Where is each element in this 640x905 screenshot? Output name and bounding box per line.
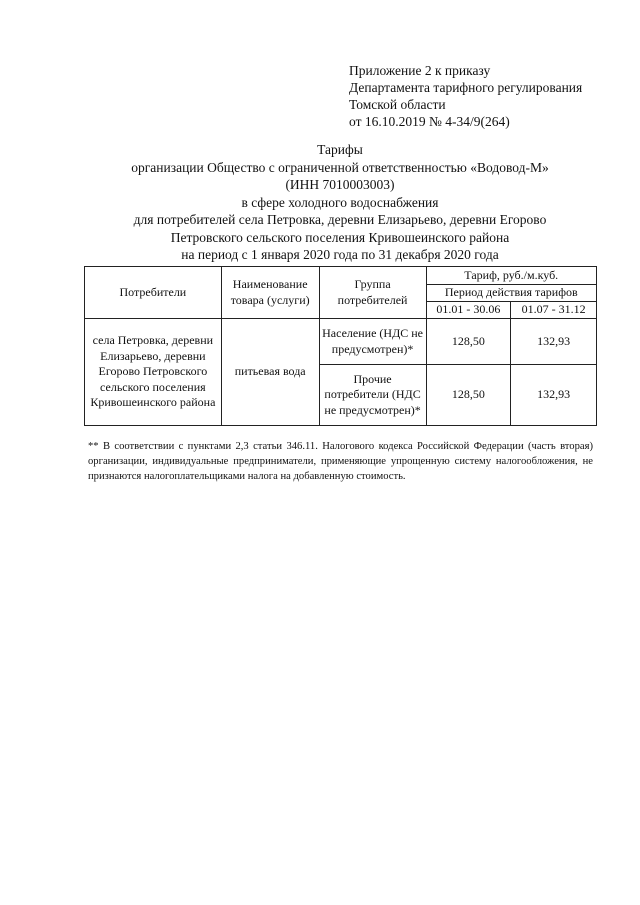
title-line-4: в сфере холодного водоснабжения bbox=[241, 194, 439, 210]
header-product: Наименование товара (услуги) bbox=[221, 267, 319, 319]
header-tariff: Тариф, руб./м.куб. bbox=[426, 267, 597, 285]
header-consumer-group: Группа потребителей bbox=[319, 267, 426, 319]
table-row bbox=[85, 319, 597, 365]
tariff-value-cell: 132,93 bbox=[511, 365, 597, 426]
appendix-line-3: Томской области bbox=[349, 97, 446, 112]
document-title bbox=[80, 141, 600, 264]
tariff-value-cell: 128,50 bbox=[426, 365, 511, 426]
title-line-5: для потребителей села Петровка, деревни Елизарьево, деревни Егорово bbox=[133, 212, 547, 227]
product-cell: питьевая вода bbox=[221, 319, 319, 426]
appendix-line-1: Приложение 2 к приказу bbox=[349, 63, 491, 78]
header-consumers: Потребители bbox=[85, 267, 222, 319]
table-header-row bbox=[85, 267, 597, 285]
title-line-3: (ИНН 7010003003) bbox=[285, 177, 395, 192]
title-line-7: на период с 1 января 2020 года по 31 декабря 2020 года bbox=[181, 247, 499, 262]
tariff-value-cell: 128,50 bbox=[426, 319, 511, 365]
footnote: ** В соответствии с пунктами 2,3 статьи 346.11. Налогового кодекса Российской Федерации (часть вторая) организации, индивидуальные предприниматели, применяющие упрощенную систему налогообложения, не признаются налогоплательщиками налога на добавленную стоимость. bbox=[88, 441, 593, 482]
consumer-group-cell: Прочие потребители (НДС не предусмотрен)* bbox=[319, 365, 426, 426]
consumer-group-cell: Население (НДС не предусмотрен)* bbox=[319, 319, 426, 365]
appendix-line-4: от 16.10.2019 № 4-34/9(264) bbox=[349, 114, 510, 129]
title-line-2: организации Общество с ограниченной ответственностью «Водовод-М» bbox=[131, 159, 549, 175]
appendix-reference bbox=[349, 62, 582, 130]
title-line-1: Тарифы bbox=[317, 142, 363, 157]
appendix-line-2: Департамента тарифного регулирования bbox=[349, 80, 583, 95]
consumers-cell: села Петровка, деревни Елизарьево, деревни Егорово Петровского сельского поселения Кривошеинского района bbox=[85, 319, 222, 426]
header-period: Период действия тарифов bbox=[426, 285, 597, 302]
title-line-6: Петровского сельского поселения Кривошеинского района bbox=[170, 229, 510, 245]
tariff-value-cell: 132,93 bbox=[511, 319, 597, 365]
header-period-2: 01.07 - 31.12 bbox=[511, 302, 597, 319]
header-period-1: 01.01 - 30.06 bbox=[426, 302, 511, 319]
tariff-table bbox=[84, 266, 597, 426]
